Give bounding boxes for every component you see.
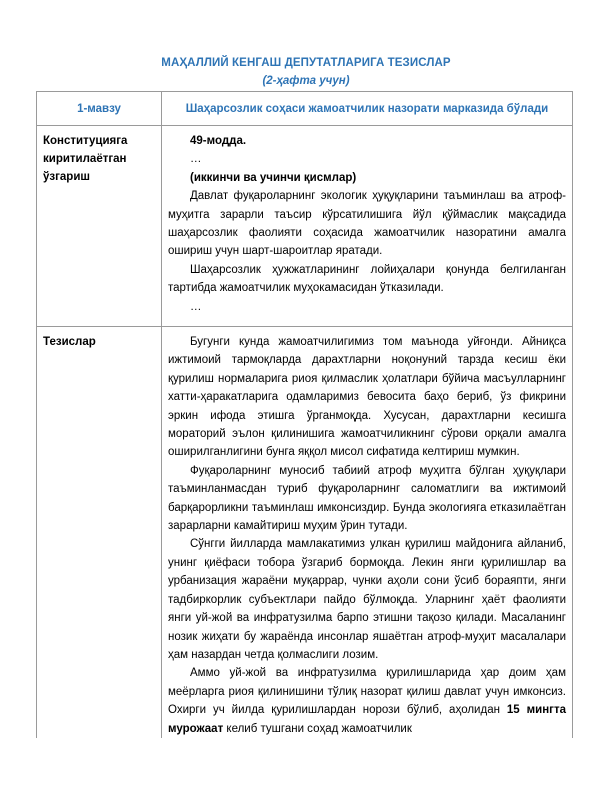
table-header-row: [37, 92, 573, 126]
article-number: 49-модда.: [190, 135, 247, 147]
document-title: МАҲАЛЛИЙ КЕНГАШ ДЕПУТАТЛАРИГА ТЕЗИСЛАР: [161, 57, 451, 69]
topic-title-cell: Шаҳарсозлик соҳаси жамоатчилик назорати марказида бўлади: [162, 92, 573, 126]
thesis-paragraph-3: Сўнгги йилларда мамлакатимиз улкан қурилиш майдонига айланиб, унинг қиёфаси тобора ўзгариб бормоқда. Лекин янги қурилишлар ва урбанизация жараёни муқаррар, чунки аҳоли сони ўсиб бораяпти, янги тадбиркорлик субъектлари пайдо бўлмоқда. Уларнинг ҳаёт фаолияти янги уй-жой ва инфратузилма барпо этишни тақозо қилади. Масаланинг нозик жиҳати бу жараёнда инсонлар яшаётган атроф-муҳит масалалари ҳам назардан четда қолмаслиги лозим.: [168, 538, 566, 661]
appeals-count: 15 мингта мурожаат: [168, 704, 566, 735]
topic-number-cell: 1-мавзу: [37, 92, 162, 126]
constitution-label: Конституцияга киритилаётган ўзгариш: [43, 135, 128, 183]
theses-text-cell: [162, 327, 573, 738]
ellipsis-bottom: …: [190, 300, 202, 313]
document-subtitle: (2-ҳафта учун): [262, 75, 350, 87]
constitution-label-cell: [37, 126, 162, 327]
thesis-paragraph-4: [168, 664, 566, 738]
ellipsis-top: …: [190, 153, 202, 166]
theses-label-cell: [37, 327, 162, 738]
article-parts: (иккинчи ва учинчи қисмлар): [190, 171, 357, 184]
theses-row: [37, 327, 573, 738]
thesis-paragraph-1: Бугунги кунда жамоатчилигимиз том маънода уйғонди. Айниқса ижтимоий тармоқларда дарахтларни ноқонуний тарзда кесиш ёки қурилиш нормаларига риоя қилмаслик ҳолатлари бўйича масъулларнинг хатти-ҳаракатларига одамларимиз бевосита баҳо бериб, ўз фикрини эркин ифода этишга ўрганмоқда. Хусусан, дарахтларни кесишга мораторий эълон қилинишига жамоатчиликнинг сўрови орқали амалга оширилганлигини бунга яққол мисол сифатида келтириш мумкин.: [168, 336, 566, 459]
theses-label: Тезислар: [43, 336, 96, 348]
thesis-table: [36, 91, 573, 738]
constitution-text-cell: [162, 126, 573, 327]
constitution-row: [37, 126, 573, 327]
article-paragraph-2: Шаҳарсозлик ҳужжатларининг лойиҳалари қонунда белгиланган тартибда жамоатчилик муҳокамасидан ўтказилади.: [168, 263, 566, 295]
thesis-paragraph-2: Фуқароларнинг муносиб табиий атроф муҳитга бўлган ҳуқуқлари таъминланмасдан туриб фуқароларнинг саломатлиги ва ижтимоий барқарорликни таъминлаш имконсиздир. Бунда экологияга етказилаётган зарарларни камайтириш муҳим ўрин тутади.: [168, 464, 566, 533]
article-paragraph-1: Давлат фуқароларнинг экологик ҳуқуқларини таъминлаш ва атроф-муҳитга зарарли таъсир кўрсатилишига йўл қўймаслик мақсадида шаҳарсозлик фаолияти соҳасида жамоатчилик назоратини амалга ошириш учун шарт-шароитлар яратади.: [168, 190, 566, 258]
thesis-paragraph-4-end: келиб тушгани соҳад жамоатчилик: [223, 722, 412, 735]
thesis-paragraph-4-start: Аммо уй-жой ва инфратузилма қурилишларида ҳар доим ҳам меёрларга риоя қилинишини тўлиқ назорат қилиш давлат учун имконсиз. Охирги уч йилда қурилишлардан норози бўлиб, аҳолидан: [168, 667, 566, 717]
